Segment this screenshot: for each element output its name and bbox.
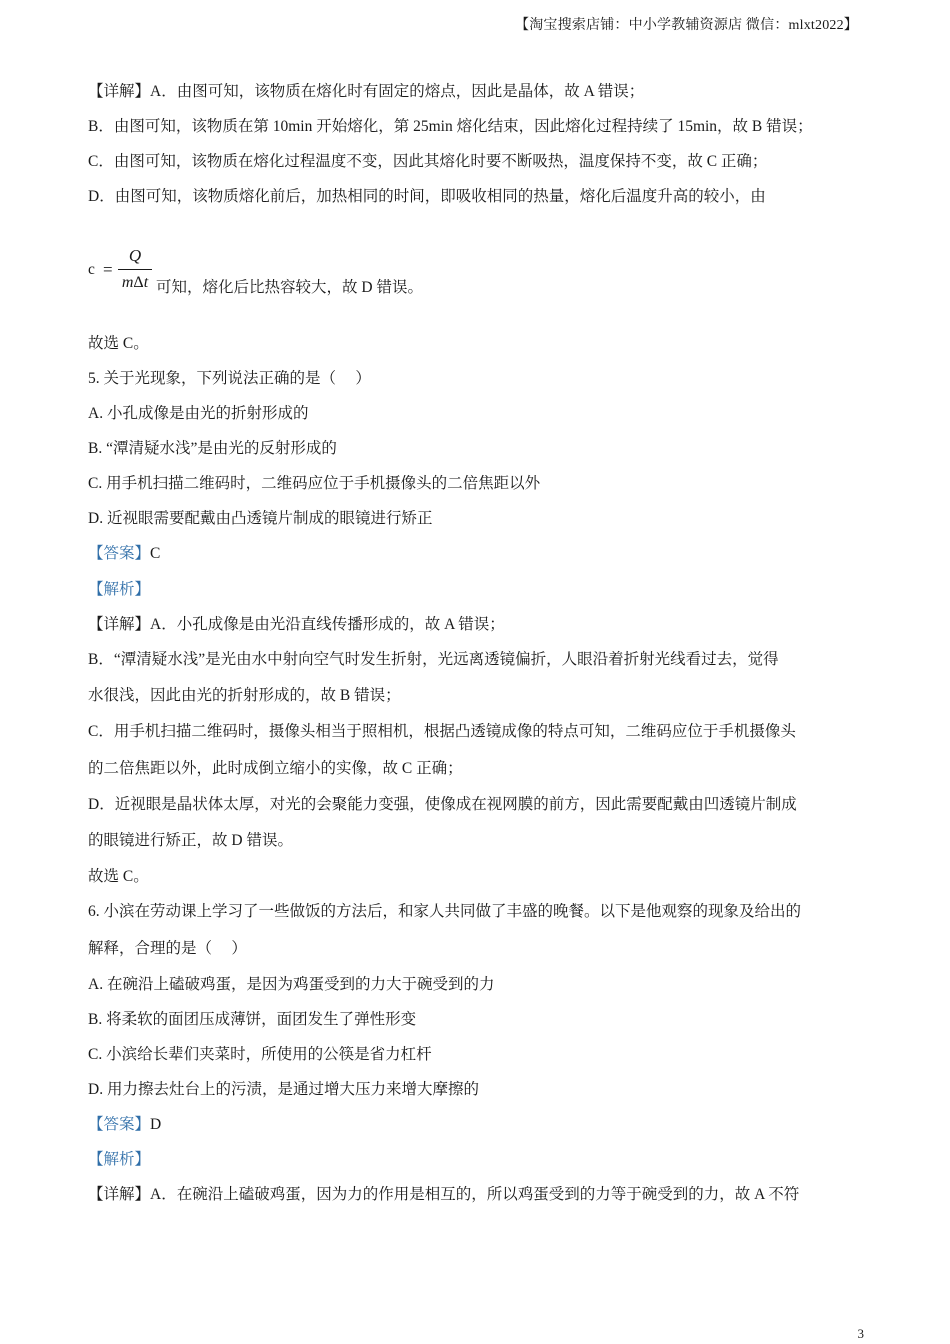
detail-text: A．在碗沿上磕破鸡蛋，因为力的作用是相互的，所以鸡蛋受到的力等于碗受到的力，故 A 不符 xyxy=(150,1186,800,1203)
q4-detail-b: B．由图可知，该物质在第 10min 开始熔化，第 25min 熔化结束，因此熔化过程持续了 15min，故 B 错误； xyxy=(88,118,813,135)
q5-detail-b-line2: 水很浅，因此由光的折射形成的，故 B 错误； xyxy=(88,687,401,704)
den-t: t xyxy=(143,274,149,291)
q5-detail-d-line2: 的眼镜进行矫正，故 D 错误。 xyxy=(88,832,293,849)
den-delta: Δ xyxy=(133,274,144,291)
q5-detail-b-line1: B．“潭清疑水浅”是光由水中射向空气时发生折射，光远离透镜偏折，人眼沿着折射光线看过去，觉得 xyxy=(88,651,779,668)
q4-detail-a xyxy=(88,82,644,102)
q4-conclusion: 故选 C。 xyxy=(88,335,149,352)
q5-analysis xyxy=(88,580,150,600)
fraction-bar xyxy=(118,269,152,270)
detail-tag: 【详解】 xyxy=(88,1186,151,1203)
q5-option-a: A. 小孔成像是由光的折射形成的 xyxy=(88,405,309,422)
q6-option-a: A. 在碗沿上磕破鸡蛋，是因为鸡蛋受到的力大于碗受到的力 xyxy=(88,976,495,993)
answer-value: D xyxy=(150,1116,162,1133)
formula-numerator: Q xyxy=(128,246,142,265)
q5-detail-c-line2: 的二倍焦距以外，此时成倒立缩小的实像，故 C 正确； xyxy=(88,760,463,777)
q4-detail-c: C．由图可知，该物质在熔化过程温度不变，因此其熔化时要不断吸热，温度保持不变，故 C 正确； xyxy=(88,153,768,170)
formula-lhs: c xyxy=(88,261,95,278)
q6-detail-a xyxy=(88,1185,799,1205)
q6-answer xyxy=(88,1115,161,1135)
q6-stem-line2: 解释，合理的是（ ） xyxy=(88,940,247,957)
formula-fraction xyxy=(118,244,152,300)
q6-option-c: C. 小滨给长辈们夹菜时，所使用的公筷是省力杠杆 xyxy=(88,1046,432,1063)
formula-equals: = xyxy=(103,260,113,279)
q5-option-d: D. 近视眼需要配戴由凸透镜片制成的眼镜进行矫正 xyxy=(88,510,433,527)
q5-answer xyxy=(88,544,160,564)
q5-conclusion: 故选 C。 xyxy=(88,868,149,885)
q6-stem-line1: 6. 小滨在劳动课上学习了一些做饭的方法后，和家人共同做了丰盛的晚餐。以下是他观察的现象及给出的 xyxy=(88,903,802,920)
q6-analysis xyxy=(88,1150,150,1170)
formula-conclusion: 可知，熔化后比热容较大，故 D 错误。 xyxy=(156,279,423,296)
analysis-tag: 【解析】 xyxy=(88,1151,151,1168)
q5-detail-a xyxy=(88,615,505,635)
q5-stem: 5. 关于光现象，下列说法正确的是（ ） xyxy=(88,370,371,387)
q5-detail-d-line1: D．近视眼是晶状体太厚，对光的会聚能力变强，使像成在视网膜的前方，因此需要配戴由凹透镜片制成 xyxy=(88,796,797,813)
q5-option-b: B. “潭清疑水浅”是由光的反射形成的 xyxy=(88,440,337,457)
detail-tag: 【详解】 xyxy=(88,83,151,100)
answer-tag: 【答案】 xyxy=(88,1116,151,1133)
q4-detail-d: D．由图可知，该物质熔化前后，加热相同的时间，即吸收相同的热量，熔化后温度升高的较小，由 xyxy=(88,188,766,205)
q6-option-d: D. 用力擦去灶台上的污渍，是通过增大压力来增大摩擦的 xyxy=(88,1081,479,1098)
analysis-tag: 【解析】 xyxy=(88,581,151,598)
q5-option-c: C. 用手机扫描二维码时，二维码应位于手机摄像头的二倍焦距以外 xyxy=(88,475,541,492)
detail-text: A．由图可知，该物质在熔化时有固定的熔点，因此是晶体，故 A 错误； xyxy=(150,83,645,100)
page-header: 【淘宝搜索店铺：中小学教辅资源店 微信：mlxt2022】 xyxy=(515,18,858,33)
q6-option-b: B. 将柔软的面团压成薄饼，面团发生了弹性形变 xyxy=(88,1011,417,1028)
q5-detail-c-line1: C．用手机扫描二维码时，摄像头相当于照相机，根据凸透镜成像的特点可知，二维码应位于手机摄像头 xyxy=(88,723,796,740)
formula-denominator xyxy=(118,274,152,292)
detail-text: A．小孔成像是由光沿直线传播形成的，故 A 错误； xyxy=(150,616,505,633)
den-m: m xyxy=(121,274,134,291)
answer-value: C xyxy=(150,545,161,562)
detail-tag: 【详解】 xyxy=(88,616,151,633)
answer-tag: 【答案】 xyxy=(88,545,151,562)
page-number: 3 xyxy=(857,1326,864,1341)
